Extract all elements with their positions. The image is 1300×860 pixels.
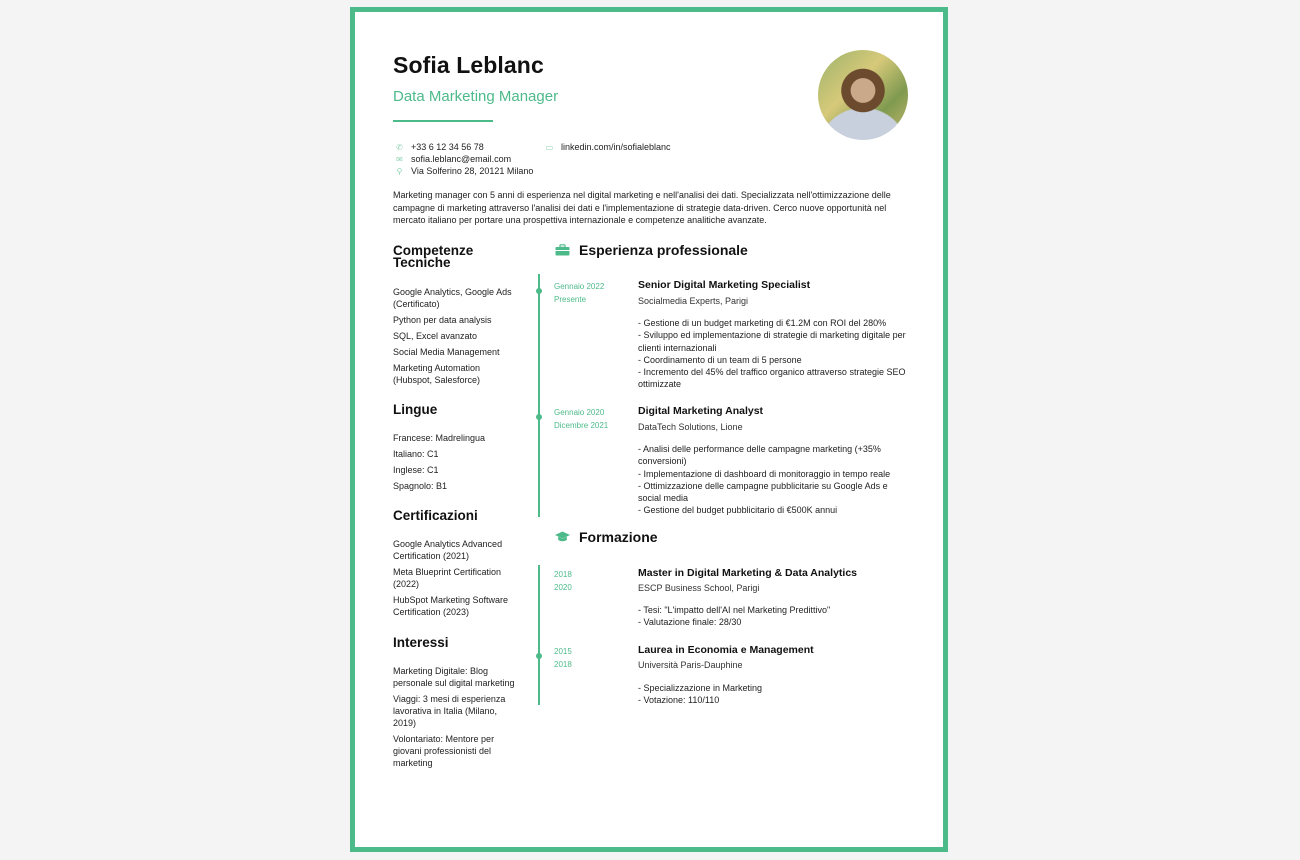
candidate-name: Sofia Leblanc [393, 52, 544, 78]
edu-date [554, 568, 572, 594]
graduation-cap-icon [555, 531, 570, 543]
briefcase-icon [555, 244, 570, 256]
contact-phone [395, 142, 484, 152]
certifications-heading: Certificazioni [393, 508, 478, 523]
list-item: Italiano: C1 [393, 449, 439, 459]
job-bullets [638, 443, 910, 517]
list-item: - Specializzazione in Marketing [638, 683, 763, 693]
edu-title: Laurea in Economia e Management [638, 644, 814, 656]
contact-email [395, 154, 511, 164]
profile-summary: Marketing manager con 5 anni di esperienza nel digital marketing e nell'analisi dei dati. Specializzata nell'ottimizzazione delle campagne di marketing attraverso l'analisi dei dati e l'implementazione di strategie data-driven. Cerco nuove opportunità nel mercato italiano per portare una prospettiva internazionale e competenze analitiche avanzate. [393, 190, 891, 225]
skills-list [393, 286, 518, 386]
edu-bullets [638, 604, 910, 629]
job-date-end: Dicembre 2021 [554, 421, 609, 430]
list-item: Marketing Digitale: Blog personale sul digital marketing [393, 666, 515, 688]
education-timeline [538, 565, 540, 705]
list-item: - Votazione: 110/110 [638, 695, 720, 706]
email-text: sofia.leblanc@email.com [411, 154, 512, 164]
list-item: Viaggi: 3 mesi di esperienza lavorativa in Italia (Milano, 2019) [393, 694, 506, 728]
location-icon: ⚲ [396, 166, 403, 176]
list-item: - Gestione del budget pubblicitario di €500K annui [638, 505, 838, 516]
list-item: - Valutazione finale: 28/30 [638, 617, 742, 628]
contact-linkedin [545, 142, 671, 152]
list-item: Spagnolo: B1 [393, 481, 448, 491]
list-item: Meta Blueprint Certification (2022) [393, 567, 502, 589]
job-title: Digital Marketing Analyst [638, 405, 764, 417]
edu-bullets [638, 682, 910, 707]
list-item: Inglese: C1 [393, 465, 439, 475]
job-date-end: Presente [554, 295, 587, 304]
header-divider [393, 120, 493, 122]
experience-heading-label: Esperienza professionale [579, 242, 748, 258]
email-icon: ✉ [396, 154, 403, 164]
phone-text: +33 6 12 34 56 78 [411, 142, 484, 152]
interests-list [393, 665, 518, 769]
profile-photo [818, 50, 908, 140]
certifications-list [393, 538, 518, 618]
list-item: - Implementazione di dashboard di monitoraggio in tempo reale [638, 468, 891, 479]
job-date-start: Gennaio 2020 [554, 408, 605, 417]
interests-heading: Interessi [393, 635, 449, 650]
list-item: - Incremento del 45% del traffico organico attraverso strategie SEO ottimizzate [638, 367, 906, 390]
candidate-role: Data Marketing Manager [393, 88, 559, 105]
timeline-dot [536, 414, 542, 420]
list-item: Volontariato: Mentore per giovani professionisti del marketing [393, 734, 495, 768]
phone-icon: ✆ [396, 142, 403, 152]
list-item: SQL, Excel avanzato [393, 331, 478, 341]
edu-date-start: 2015 [554, 647, 572, 656]
list-item: Francese: Madrelingua [393, 433, 486, 443]
linkedin-icon: ▭ [545, 142, 554, 152]
list-item: Python per data analysis [393, 315, 492, 325]
list-item: - Coordinamento di un team di 5 persone [638, 354, 802, 365]
job-title: Senior Digital Marketing Specialist [638, 279, 811, 291]
list-item: - Analisi delle performance delle campagne marketing (+35% conversioni) [638, 444, 881, 467]
edu-org: Università Paris-Dauphine [638, 660, 743, 670]
address-text: Via Solferino 28, 20121 Milano [411, 166, 534, 176]
job-date [554, 280, 604, 306]
experience-timeline [538, 274, 540, 517]
timeline-dot [536, 288, 542, 294]
education-heading-label: Formazione [579, 529, 658, 545]
edu-title: Master in Digital Marketing & Data Analytics [638, 567, 857, 579]
list-item: - Gestione di un budget marketing di €1.2M con ROI del 280% [638, 318, 887, 328]
list-item: Google Analytics Advanced Certification (2021) [393, 539, 503, 561]
languages-list [393, 432, 518, 492]
languages-heading: Lingue [393, 402, 438, 417]
edu-date-end: 2018 [554, 660, 572, 669]
job-date [554, 406, 608, 432]
list-item: Social Media Management [393, 347, 500, 357]
list-item: - Ottimizzazione delle campagne pubblicitarie su Google Ads e social media [638, 480, 888, 504]
linkedin-text: linkedin.com/in/sofialeblanc [561, 142, 671, 152]
contact-address [395, 166, 533, 176]
timeline-dot [536, 653, 542, 659]
list-item: Marketing Automation (Hubspot, Salesforce) [393, 363, 481, 385]
job-date-start: Gennaio 2022 [554, 282, 605, 291]
edu-date-start: 2018 [554, 570, 572, 579]
job-org: Socialmedia Experts, Parigi [638, 296, 749, 306]
job-org: DataTech Solutions, Lione [638, 422, 743, 432]
skills-heading: Competenze Tecniche [393, 243, 474, 270]
edu-org: ESCP Business School, Parigi [638, 583, 760, 593]
resume-page [350, 7, 948, 852]
education-heading [555, 529, 658, 545]
list-item: HubSpot Marketing Software Certification (2023) [393, 595, 509, 617]
job-bullets [638, 317, 910, 391]
edu-date [554, 645, 572, 671]
list-item: Google Analytics, Google Ads (Certificato) [393, 287, 512, 309]
experience-heading [555, 242, 748, 258]
list-item: - Sviluppo ed implementazione di strategie di marketing digitale per clienti internazionali [638, 330, 906, 353]
list-item: - Tesi: "L'impatto dell'AI nel Marketing Predittivo" [638, 605, 831, 615]
edu-date-end: 2020 [554, 583, 572, 592]
